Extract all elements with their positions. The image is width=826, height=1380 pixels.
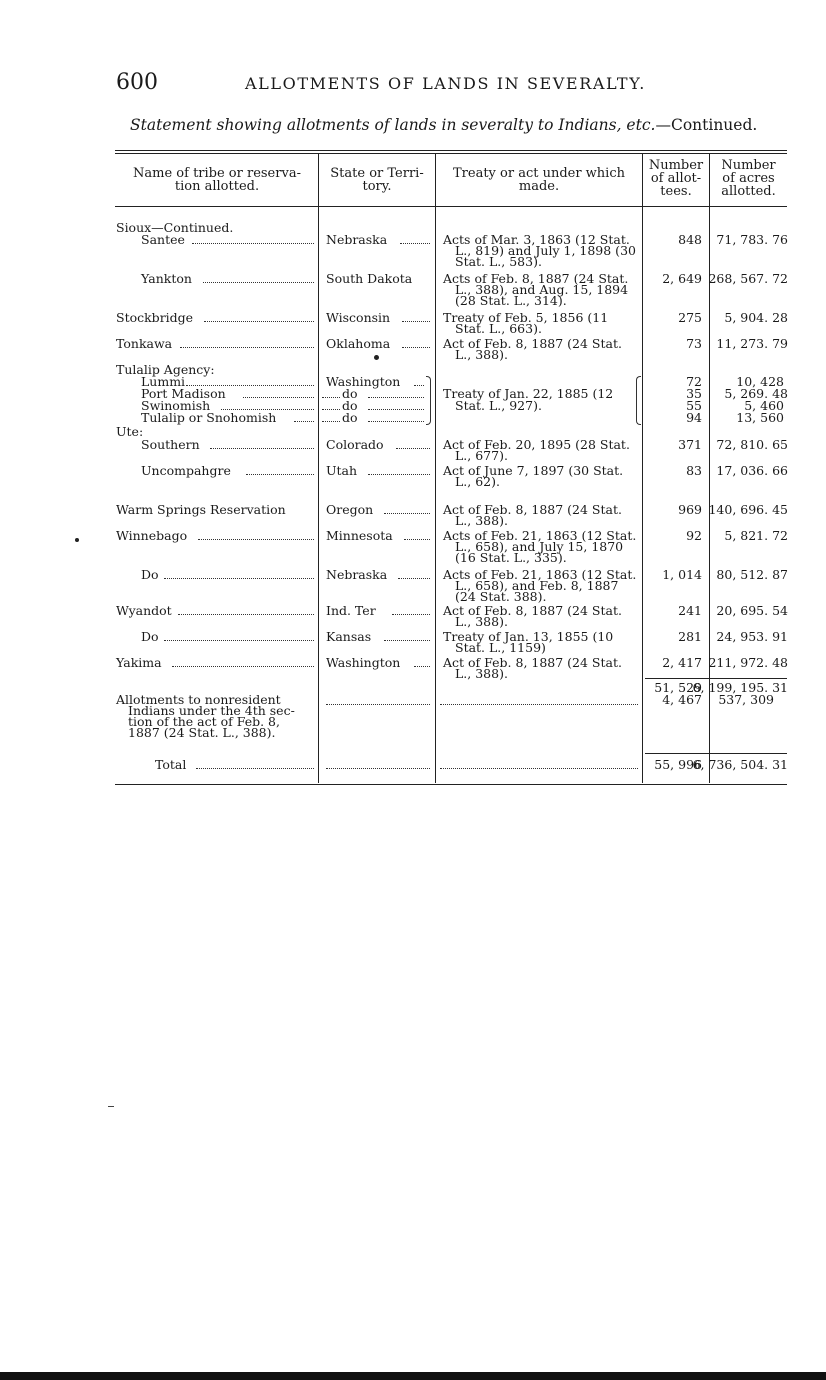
row-winnebago-ne-allottees: 1, 014 (662, 567, 702, 582)
row-yankton-acres: 268, 567. 72 (708, 271, 788, 286)
header-name-line1: Name of tribe or reserva- (133, 166, 301, 181)
row-port-madison-state: do (342, 386, 358, 401)
row-southern-treaty-2: L., 677). (455, 448, 508, 463)
leader-dots (326, 704, 430, 705)
row-yakima-treaty-1: Act of Feb. 8, 1887 (24 Stat. (443, 655, 622, 670)
row-wyandot-it-acres: 20, 695. 54 (716, 603, 788, 618)
row-uncompahgre-acres: 17, 036. 66 (716, 463, 788, 478)
leader-dots (398, 578, 430, 579)
header-rule (115, 206, 787, 207)
row-lummi-allottees: 72 (686, 374, 702, 389)
scan-edge-band (0, 1372, 826, 1380)
row-wyandot-it-treaty-1: Act of Feb. 8, 1887 (24 Stat. (443, 603, 622, 618)
caption-text: Statement showing allotments of lands in severalty to Indians, etc. (130, 116, 656, 134)
leader-dots (164, 578, 314, 579)
total-rule (645, 753, 787, 754)
row-warm-springs-acres: 140, 696. 45 (708, 502, 788, 517)
row-uncompahgre-treaty-2: L., 62). (455, 474, 500, 489)
header-allottees (643, 159, 709, 198)
row-santee-treaty-3: Stat. L., 583). (455, 254, 542, 269)
row-winnebago-mn-treaty-3: (16 Stat. L., 335). (455, 550, 567, 565)
row-tonkawa-acres: 11, 273. 79 (716, 336, 788, 351)
row-stockbridge-allottees: 275 (678, 310, 702, 325)
row-warm-springs-allottees: 969 (678, 502, 702, 517)
row-warm-springs-state: Oregon (326, 502, 374, 517)
column-rule-1 (318, 153, 319, 783)
row-southern-allottees: 371 (678, 437, 702, 452)
leader-dots (368, 421, 424, 422)
header-state (320, 167, 434, 193)
row-tulalip-treaty-2: Stat. L., 927). (455, 398, 542, 413)
leader-dots (368, 397, 424, 398)
row-yakima-state: Washington (326, 655, 401, 670)
page-number: 600 (116, 70, 158, 95)
row-warm-springs-treaty-1: Act of Feb. 8, 1887 (24 Stat. (443, 502, 622, 517)
header-acres-line3: allotted. (721, 184, 776, 199)
header-state-line2: tory. (362, 179, 392, 194)
row-wyandot-it-state: Ind. Ter (326, 603, 376, 618)
header-treaty-line1: Treaty or act under which (452, 166, 625, 181)
leader-dots (196, 768, 314, 769)
header-name (118, 167, 316, 193)
stray-mark (108, 1106, 114, 1107)
header-allottees-line3: tees. (660, 184, 692, 199)
caption-continued: —Continued. (655, 116, 758, 134)
row-winnebago-mn-treaty-2: L., 658), and July 15, 1870 (455, 539, 624, 554)
subtotal-allottees: 51, 529 (654, 680, 702, 695)
row-uncompahgre-allottees: 83 (686, 463, 702, 478)
leader-dots (322, 409, 340, 410)
table-top-rule-thin (115, 153, 787, 154)
row-yakima-acres: 211, 972. 48 (708, 655, 788, 670)
row-southern-acres: 72, 810. 65 (716, 437, 788, 452)
leader-dots (243, 397, 314, 398)
leader-dots (178, 614, 314, 615)
row-wyandot-it-name: Wyandot (116, 603, 172, 618)
running-head: ALLOTMENTS OF LANDS IN SEVERALTY. (245, 74, 646, 93)
row-swinomish-state: do (342, 398, 358, 413)
leader-dots (414, 666, 430, 667)
row-yankton-treaty-2: L., 388), and Aug. 15, 1894 (455, 282, 629, 297)
row-uncompahgre-name: Uncompahgre (141, 463, 231, 478)
table-bottom-rule (115, 784, 787, 785)
subtotal-rule (645, 678, 787, 679)
row-wyandot-it-treaty-2: L., 388). (455, 614, 508, 629)
leader-dots (203, 282, 314, 283)
header-acres-line1: Number (721, 158, 776, 173)
group-heading-tulalip: Tulalip Agency: (116, 362, 215, 377)
row-tulalip-allottees: 94 (686, 410, 702, 425)
row-nonresident-name-2: Indians under the 4th sec- (128, 703, 295, 718)
row-port-madison-acres: 5, 269. 48 (724, 386, 788, 401)
leader-dots (294, 421, 314, 422)
row-santee-name: Santee (141, 232, 185, 247)
row-winnebago-mn-acres: 5, 821. 72 (724, 528, 788, 543)
leader-dots (392, 614, 430, 615)
row-winnebago-ne-state: Nebraska (326, 567, 388, 582)
row-yankton-treaty-1: Acts of Feb. 8, 1887 (24 Stat. (443, 271, 629, 286)
leader-dots (204, 321, 314, 322)
ink-speck (75, 538, 79, 542)
column-rule-3 (642, 153, 643, 783)
row-tulalip-state: do (342, 410, 358, 425)
leader-dots (322, 421, 340, 422)
row-port-madison-allottees: 35 (686, 386, 702, 401)
row-swinomish-allottees: 55 (686, 398, 702, 413)
row-winnebago-ne-acres: 80, 512. 87 (716, 567, 788, 582)
leader-dots (210, 448, 314, 449)
row-nonresident-allottees: 4, 467 (662, 692, 702, 707)
row-tulalip-name: Tulalip or Snohomish (141, 410, 277, 425)
row-total-acres: 6, 736, 504. 31 (692, 757, 788, 772)
leader-dots (180, 347, 314, 348)
row-warm-springs-treaty-2: L., 388). (455, 513, 508, 528)
row-southern-state: Colorado (326, 437, 384, 452)
leader-dots (404, 539, 430, 540)
row-yakima-name: Yakima (116, 655, 162, 670)
row-lummi-name: Lummi (141, 374, 186, 389)
row-total-allottees: 55, 996 (654, 757, 702, 772)
subtotal-acres: 6, 199, 195. 31 (692, 680, 788, 695)
left-brace (636, 376, 641, 425)
row-winnebago-ne-treaty-1: Acts of Feb. 21, 1863 (12 Stat. (443, 567, 637, 582)
row-wyandot-ks-state: Kansas (326, 629, 372, 644)
row-lummi-acres: 10, 428 (736, 374, 784, 389)
leader-dots (192, 243, 314, 244)
row-uncompahgre-state: Utah (326, 463, 358, 478)
row-tonkawa-allottees: 73 (686, 336, 702, 351)
header-treaty (437, 167, 641, 193)
leader-dots (414, 385, 424, 386)
row-santee-treaty-2: L., 819) and July 1, 1898 (30 (455, 243, 636, 258)
row-santee-treaty-1: Acts of Mar. 3, 1863 (12 Stat. (443, 232, 630, 247)
row-winnebago-ne-name: Do (141, 567, 159, 582)
row-stockbridge-acres: 5, 904. 28 (724, 310, 788, 325)
leader-dots (368, 474, 430, 475)
leader-dots (402, 347, 430, 348)
header-acres-line2: of acres (722, 171, 775, 186)
row-winnebago-mn-allottees: 92 (686, 528, 702, 543)
leader-dots (322, 397, 340, 398)
row-tonkawa-treaty-1: Act of Feb. 8, 1887 (24 Stat. (443, 336, 622, 351)
row-nonresident-name-4: 1887 (24 Stat. L., 388). (128, 725, 276, 740)
row-yankton-name: Yankton (141, 271, 192, 286)
row-stockbridge-name: Stockbridge (116, 310, 194, 325)
row-nonresident-acres: 537, 309 (718, 692, 774, 707)
right-brace (426, 376, 431, 425)
leader-dots (326, 768, 430, 769)
row-wyandot-it-allottees: 241 (678, 603, 702, 618)
leader-dots (440, 768, 638, 769)
table-caption (130, 116, 757, 134)
row-yankton-treaty-3: (28 Stat. L., 314). (455, 293, 567, 308)
row-tulalip-acres: 13, 560 (736, 410, 784, 425)
row-swinomish-acres: 5, 460 (744, 398, 784, 413)
leader-dots (402, 321, 430, 322)
row-santee-acres: 71, 783. 76 (716, 232, 788, 247)
row-winnebago-ne-treaty-3: (24 Stat. 388). (455, 589, 547, 604)
column-rule-2 (435, 153, 436, 783)
row-nonresident-name-3: tion of the act of Feb. 8, (128, 714, 280, 729)
row-port-madison-name: Port Madison (141, 386, 226, 401)
row-santee-state: Nebraska (326, 232, 388, 247)
row-stockbridge-treaty-1: Treaty of Feb. 5, 1856 (11 (443, 310, 609, 325)
table-top-rule (115, 150, 787, 151)
row-wyandot-ks-allottees: 281 (678, 629, 702, 644)
row-stockbridge-state: Wisconsin (326, 310, 391, 325)
row-yakima-treaty-2: L., 388). (455, 666, 508, 681)
row-yankton-state: South Dakota (326, 271, 413, 286)
row-stockbridge-treaty-2: Stat. L., 663). (455, 321, 542, 336)
header-name-line2: tion allotted. (174, 179, 260, 194)
row-swinomish-name: Swinomish (141, 398, 211, 413)
row-southern-treaty-1: Act of Feb. 20, 1895 (28 Stat. (443, 437, 630, 452)
row-yakima-allottees: 2, 417 (662, 655, 702, 670)
leader-dots (384, 513, 430, 514)
row-wyandot-ks-treaty-1: Treaty of Jan. 13, 1855 (10 (443, 629, 614, 644)
leader-dots (368, 409, 424, 410)
leader-dots (164, 640, 314, 641)
row-winnebago-mn-name: Winnebago (116, 528, 188, 543)
group-heading-sioux: Sioux—Continued. (116, 220, 234, 235)
row-southern-name: Southern (141, 437, 200, 452)
header-allottees-line1: Number (648, 158, 704, 173)
row-tonkawa-state: Oklahoma (326, 336, 391, 351)
leader-dots (396, 448, 430, 449)
header-allottees-line2: of allot- (650, 171, 702, 186)
row-tonkawa-name: Tonkawa (116, 336, 173, 351)
row-wyandot-ks-acres: 24, 953. 91 (716, 629, 788, 644)
group-heading-ute: Ute: (116, 424, 144, 439)
row-nonresident-name-1: Allotments to nonresident (116, 692, 281, 707)
leader-dots (198, 539, 314, 540)
ink-speck (374, 355, 379, 360)
row-uncompahgre-treaty-1: Act of June 7, 1897 (30 Stat. (443, 463, 624, 478)
row-total-name: Total (155, 757, 187, 772)
row-winnebago-mn-treaty-1: Acts of Feb. 21, 1863 (12 Stat. (443, 528, 637, 543)
leader-dots (440, 704, 638, 705)
row-tonkawa-treaty-2: L., 388). (455, 347, 508, 362)
leader-dots (384, 640, 430, 641)
row-warm-springs-name: Warm Springs Reservation (116, 502, 286, 517)
row-winnebago-mn-state: Minnesota (326, 528, 393, 543)
row-wyandot-ks-treaty-2: Stat. L., 1159) (455, 640, 546, 655)
row-lummi-state: Washington (326, 374, 401, 389)
row-yankton-allottees: 2, 649 (662, 271, 702, 286)
row-wyandot-ks-name: Do (141, 629, 159, 644)
row-santee-allottees: 848 (678, 232, 702, 247)
leader-dots (246, 474, 314, 475)
row-winnebago-ne-treaty-2: L., 658), and Feb. 8, 1887 (455, 578, 619, 593)
row-tulalip-treaty-1: Treaty of Jan. 22, 1885 (12 (443, 386, 614, 401)
header-acres (710, 159, 787, 198)
leader-dots (400, 243, 430, 244)
leader-dots (172, 666, 314, 667)
header-treaty-line2: made. (518, 179, 560, 194)
header-state-line1: State or Terri- (330, 166, 424, 181)
